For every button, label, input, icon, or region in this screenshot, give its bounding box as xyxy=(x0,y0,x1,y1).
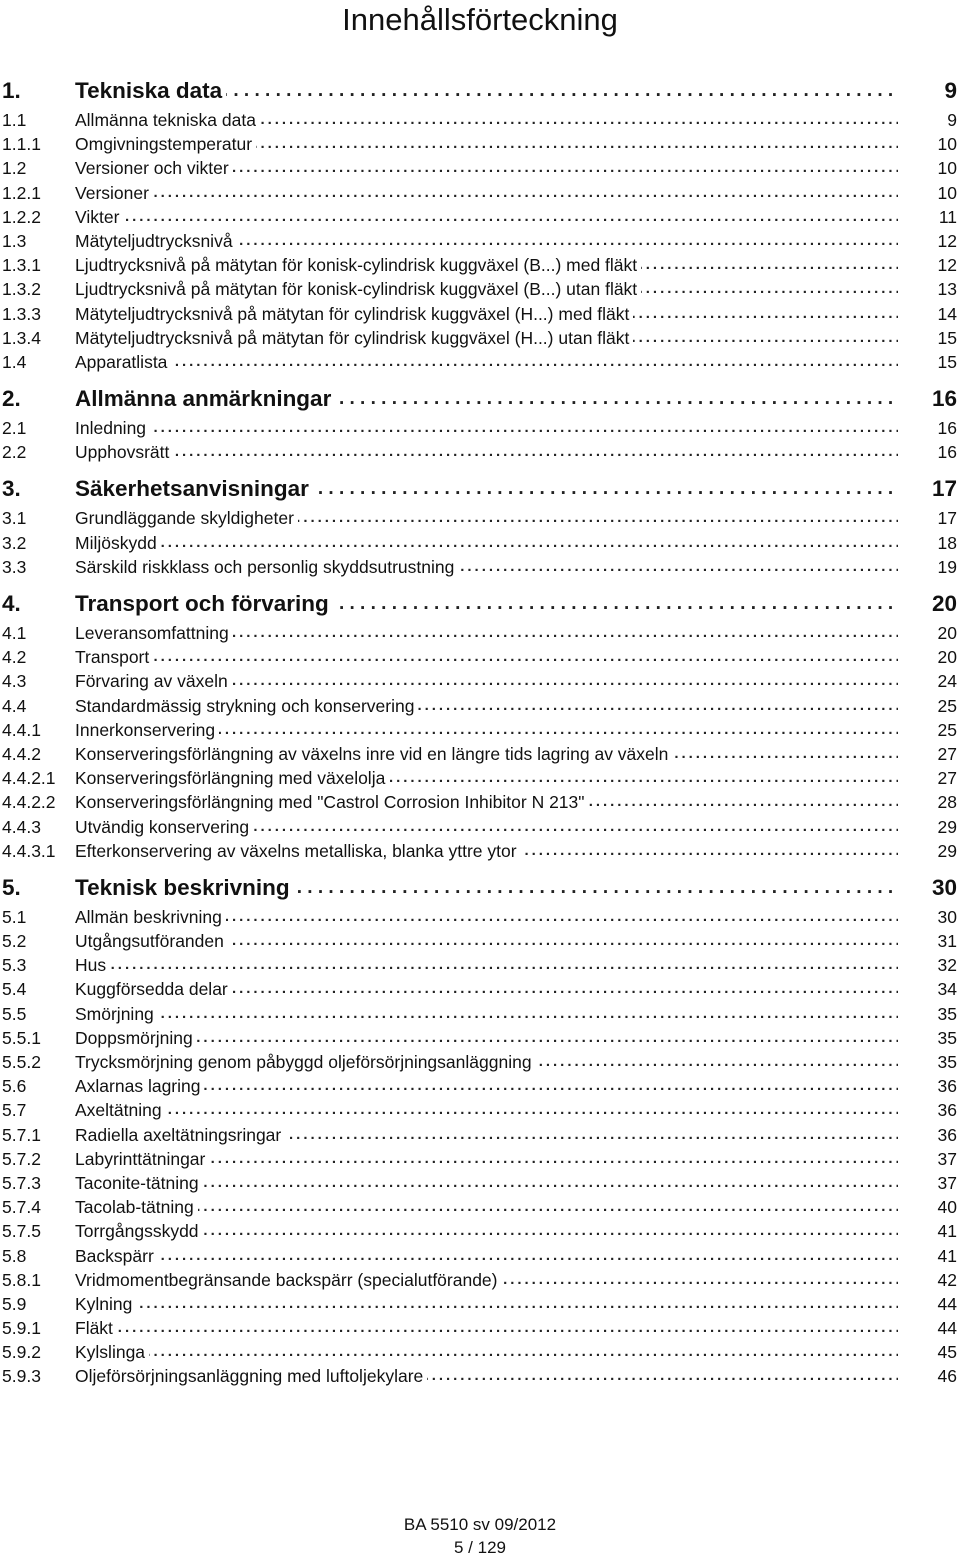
toc-title: Axeltätning xyxy=(75,1100,166,1120)
toc-title-leader xyxy=(75,718,898,742)
toc-page-number: 17 xyxy=(931,476,957,502)
toc-number: 1.2.2 xyxy=(2,206,41,227)
toc-chapter[interactable] xyxy=(0,382,960,416)
toc-entry[interactable] xyxy=(0,621,960,645)
toc-title: Trycksmörjning genom påbyggd oljeförsörjningsanläggning xyxy=(75,1052,536,1072)
toc-number: 5.9.1 xyxy=(2,1318,41,1339)
toc-title-leader xyxy=(75,132,898,156)
toc-title-leader xyxy=(75,472,898,506)
toc-entry[interactable] xyxy=(0,790,960,814)
toc-entry[interactable] xyxy=(0,156,960,180)
toc-title: Labyrinttätningar xyxy=(75,1149,209,1169)
toc-page-number: 20 xyxy=(937,623,957,643)
toc-number: 3.2 xyxy=(2,532,27,553)
toc-number: 4.4.2 xyxy=(2,743,41,764)
toc-title: Smörjning xyxy=(75,1004,158,1024)
toc-number: 4.3 xyxy=(2,671,27,692)
toc-page-number: 31 xyxy=(937,931,957,952)
toc-title-leader xyxy=(75,977,898,1001)
toc-entry[interactable] xyxy=(0,645,960,669)
toc-chapter[interactable] xyxy=(0,587,960,621)
toc-title-leader xyxy=(75,694,898,718)
toc-number: 1.2.1 xyxy=(2,182,41,203)
toc-title: Axlarnas lagring xyxy=(75,1076,204,1096)
toc-title: Doppsmörjning xyxy=(75,1028,197,1048)
toc-number: 5. xyxy=(2,874,21,900)
toc-title: Vridmomentbegränsande backspärr (specialutförande) xyxy=(75,1270,502,1290)
toc-title: Versioner xyxy=(75,183,153,203)
toc-entry[interactable] xyxy=(0,953,960,977)
toc-entry[interactable] xyxy=(0,440,960,464)
toc-entry[interactable] xyxy=(0,531,960,555)
toc-title-leader xyxy=(75,555,898,579)
toc-entry[interactable] xyxy=(0,905,960,929)
toc-page-number: 10 xyxy=(937,158,957,179)
toc-title: Allmänna tekniska data xyxy=(75,110,260,130)
toc-title-leader xyxy=(75,74,898,108)
toc-page-number: 16 xyxy=(931,386,957,412)
toc-title-leader xyxy=(75,1098,898,1122)
toc-title: Grundläggande skyldigheter xyxy=(75,508,298,528)
toc-title-leader xyxy=(75,440,898,464)
toc-title: Fläkt xyxy=(75,1318,117,1338)
toc-page-number: 35 xyxy=(937,1027,957,1048)
toc-number: 3. xyxy=(2,476,21,502)
toc-page-number: 44 xyxy=(937,1293,957,1314)
toc-title: Transport och förvaring xyxy=(75,591,333,616)
toc-entry[interactable] xyxy=(0,1340,960,1364)
toc-number: 3.3 xyxy=(2,556,27,577)
toc-title-leader xyxy=(75,108,898,132)
toc-title-leader xyxy=(75,815,898,839)
toc-entry[interactable] xyxy=(0,815,960,839)
toc-title-leader xyxy=(75,506,898,530)
toc-entry[interactable] xyxy=(0,929,960,953)
toc-entry[interactable] xyxy=(0,1123,960,1147)
toc-page-number: 10 xyxy=(937,182,957,203)
toc-title-leader xyxy=(75,621,898,645)
toc-number: 5.8 xyxy=(2,1245,27,1266)
toc-number: 5.7.5 xyxy=(2,1221,41,1242)
toc-title-leader xyxy=(75,929,898,953)
toc-number: 2.1 xyxy=(2,418,27,439)
toc-number: 3.1 xyxy=(2,508,27,529)
toc-title-leader xyxy=(75,531,898,555)
toc-number: 5.8.1 xyxy=(2,1269,41,1290)
toc-number: 4.2 xyxy=(2,647,27,668)
toc-entry[interactable] xyxy=(0,277,960,301)
toc-page-number: 41 xyxy=(937,1245,957,1266)
toc-title-leader xyxy=(75,1292,898,1316)
toc-entry[interactable] xyxy=(0,1195,960,1219)
toc-entry[interactable] xyxy=(0,694,960,718)
toc-entry[interactable] xyxy=(0,718,960,742)
toc-page-number: 35 xyxy=(937,1003,957,1024)
toc-page-number: 15 xyxy=(937,351,957,372)
toc-page-number: 27 xyxy=(937,743,957,764)
toc-title-leader xyxy=(75,326,898,350)
toc-page-number: 27 xyxy=(937,768,957,789)
toc-title-leader xyxy=(75,742,898,766)
toc-page-number: 46 xyxy=(937,1366,957,1387)
toc-title: Utvändig konservering xyxy=(75,817,253,837)
toc-title: Särskild riskklass och personlig skyddsutrustning xyxy=(75,557,458,577)
toc-entry[interactable] xyxy=(0,506,960,530)
page-title: Innehållsförteckning xyxy=(342,2,618,37)
toc-page-number: 13 xyxy=(937,279,957,300)
toc-page-number: 9 xyxy=(944,78,957,103)
toc-page-number: 28 xyxy=(937,792,957,813)
toc-entry[interactable] xyxy=(0,1074,960,1098)
toc-title: Standardmässig strykning och konservering xyxy=(75,696,418,716)
toc-number: 1.4 xyxy=(2,351,27,372)
toc-number: 5.9 xyxy=(2,1293,27,1314)
toc-chapter[interactable] xyxy=(0,871,960,905)
toc-number: 1.3.4 xyxy=(2,327,41,348)
toc-number: 4.1 xyxy=(2,623,27,643)
toc-page-number: 30 xyxy=(931,874,957,900)
toc-title-leader xyxy=(75,1364,898,1388)
toc-number: 5.1 xyxy=(2,906,27,927)
toc-page-number: 25 xyxy=(937,695,957,716)
toc-chapter[interactable] xyxy=(0,74,960,108)
toc-entry[interactable] xyxy=(0,977,960,1001)
toc-page-number: 16 xyxy=(937,442,957,463)
toc-page-number: 34 xyxy=(937,979,957,1000)
toc-number: 1.3 xyxy=(2,230,27,251)
toc-title: Kylning xyxy=(75,1294,136,1314)
page-indicator: 5 / 129 xyxy=(454,1538,506,1557)
toc-title: Miljöskydd xyxy=(75,533,161,553)
toc-title: Leveransomfattning xyxy=(75,623,233,643)
toc-entry[interactable] xyxy=(0,1147,960,1171)
toc-number: 5.3 xyxy=(2,955,27,976)
toc-title-leader xyxy=(75,871,898,905)
toc-title-leader xyxy=(75,382,898,416)
toc-title: Apparatlista xyxy=(75,352,171,372)
toc-title: Versioner och vikter xyxy=(75,158,233,178)
toc-title-leader xyxy=(75,1123,898,1147)
toc-number: 2. xyxy=(2,386,21,412)
toc-title-leader xyxy=(75,669,898,693)
toc-page-number: 25 xyxy=(937,719,957,740)
toc-page-number: 9 xyxy=(947,110,957,130)
toc-title: Upphovsrätt xyxy=(75,442,173,462)
toc-number: 4.4.3.1 xyxy=(2,840,56,861)
toc-title: Förvaring av växeln xyxy=(75,671,232,691)
toc-title-leader xyxy=(75,229,898,253)
toc-page-number: 10 xyxy=(937,134,957,155)
toc-page-number: 42 xyxy=(937,1269,957,1290)
toc-number: 4. xyxy=(2,591,21,616)
toc-page-number: 15 xyxy=(937,327,957,348)
toc-number: 1. xyxy=(2,78,21,103)
toc-title-leader xyxy=(75,416,898,440)
toc-page-number: 37 xyxy=(937,1148,957,1169)
toc-title-leader xyxy=(75,181,898,205)
toc-number: 4.4.3 xyxy=(2,816,41,837)
document-id: BA 5510 sv 09/2012 xyxy=(403,1515,557,1534)
toc-title-leader xyxy=(75,1171,898,1195)
toc-title: Innerkonservering xyxy=(75,720,219,740)
toc-title-leader xyxy=(75,302,898,326)
toc-title: Omgivningstemperatur xyxy=(75,134,256,154)
toc-number: 1.2 xyxy=(2,158,27,179)
toc-title: Utgångsutföranden xyxy=(75,931,228,951)
toc-page-number: 17 xyxy=(937,508,957,529)
toc-page-number: 41 xyxy=(937,1221,957,1242)
toc-entry[interactable] xyxy=(0,1050,960,1074)
toc-title: Konserveringsförlängning med växelolja xyxy=(75,768,389,788)
toc-number: 5.6 xyxy=(2,1076,27,1097)
toc-page-number: 36 xyxy=(937,1076,957,1097)
toc-title-leader xyxy=(75,839,898,863)
toc-title-leader xyxy=(75,350,898,374)
toc-page-number: 20 xyxy=(931,591,957,616)
toc-page-number: 36 xyxy=(937,1124,957,1145)
toc-title-leader xyxy=(75,1147,898,1171)
toc-page-number: 30 xyxy=(937,906,957,927)
toc-page-number: 45 xyxy=(937,1342,957,1363)
toc-title-leader xyxy=(75,587,898,621)
toc-page-number: 40 xyxy=(937,1197,957,1218)
toc-page-number: 16 xyxy=(937,418,957,439)
toc-entry[interactable] xyxy=(0,555,960,579)
toc-number: 5.7.4 xyxy=(2,1197,41,1218)
toc-entry[interactable] xyxy=(0,1171,960,1195)
toc-title: Tekniska data xyxy=(75,78,226,103)
toc-entry[interactable] xyxy=(0,669,960,693)
toc-page-number: 44 xyxy=(937,1318,957,1339)
toc-number: 1.3.2 xyxy=(2,279,41,300)
toc-title-leader xyxy=(75,205,898,229)
toc-entry[interactable] xyxy=(0,1026,960,1050)
toc-title-leader xyxy=(75,645,898,669)
toc-number: 5.7.2 xyxy=(2,1148,41,1169)
toc-entry[interactable] xyxy=(0,253,960,277)
toc-entry[interactable] xyxy=(0,205,960,229)
toc-title-leader xyxy=(75,905,898,929)
toc-number: 5.2 xyxy=(2,931,27,952)
toc-number: 5.9.2 xyxy=(2,1342,41,1363)
toc-page-number: 35 xyxy=(937,1052,957,1072)
toc-title: Taconite-tätning xyxy=(75,1173,203,1193)
toc-title: Tacolab-tätning xyxy=(75,1197,198,1217)
toc-title-leader xyxy=(75,1026,898,1050)
toc-entry[interactable] xyxy=(0,181,960,205)
toc-page-number: 14 xyxy=(937,303,957,324)
toc-title: Teknisk beskrivning xyxy=(75,875,294,900)
toc-entry[interactable] xyxy=(0,1364,960,1388)
toc-title-leader xyxy=(75,766,898,790)
toc-page-number: 29 xyxy=(937,840,957,861)
toc-title: Allmänna anmärkningar xyxy=(75,386,335,411)
toc-title-leader xyxy=(75,253,898,277)
toc-number: 5.7 xyxy=(2,1100,27,1121)
toc-page-number: 19 xyxy=(937,556,957,577)
toc-title-leader xyxy=(75,1074,898,1098)
toc-entry[interactable] xyxy=(0,1219,960,1243)
toc-entry[interactable] xyxy=(0,416,960,440)
toc-entry[interactable] xyxy=(0,1002,960,1026)
toc-title: Hus xyxy=(75,955,110,975)
table-of-contents xyxy=(0,74,960,1389)
toc-number: 4.4.1 xyxy=(2,719,41,740)
toc-number: 5.5.1 xyxy=(2,1027,41,1048)
toc-entry[interactable] xyxy=(0,839,960,863)
toc-number: 2.2 xyxy=(2,442,27,463)
toc-title-leader xyxy=(75,1340,898,1364)
toc-entry[interactable] xyxy=(0,1098,960,1122)
toc-entry[interactable] xyxy=(0,302,960,326)
toc-title-leader xyxy=(75,156,898,180)
toc-page-number: 11 xyxy=(938,206,957,227)
toc-chapter[interactable] xyxy=(0,472,960,506)
toc-title-leader xyxy=(75,1244,898,1268)
toc-page-number: 29 xyxy=(937,816,957,837)
toc-page-number: 20 xyxy=(937,647,957,668)
toc-title: Efterkonservering av växelns metalliska, blanka yttre ytor xyxy=(75,841,521,861)
toc-entry[interactable] xyxy=(0,108,960,132)
toc-page-number: 24 xyxy=(937,671,957,692)
toc-title-leader xyxy=(75,1219,898,1243)
toc-number: 5.9.3 xyxy=(2,1366,41,1387)
toc-title: Vikter xyxy=(75,207,123,227)
toc-page-number: 36 xyxy=(937,1100,957,1121)
toc-page-number: 18 xyxy=(937,532,957,553)
toc-entry[interactable] xyxy=(0,1292,960,1316)
toc-page-number: 32 xyxy=(937,955,957,976)
toc-number: 5.4 xyxy=(2,979,27,1000)
toc-title: Kuggförsedda delar xyxy=(75,979,232,999)
toc-title-leader xyxy=(75,1050,898,1074)
toc-title: Transport xyxy=(75,647,153,667)
toc-title-leader xyxy=(75,1316,898,1340)
toc-number: 5.5.2 xyxy=(2,1052,41,1072)
toc-entry[interactable] xyxy=(0,742,960,766)
toc-title: Säkerhetsanvisningar xyxy=(75,476,313,501)
toc-title-leader xyxy=(75,790,898,814)
toc-number: 5.7.3 xyxy=(2,1172,41,1193)
toc-number: 4.4.2.2 xyxy=(2,792,56,813)
toc-title: Mätyteljudtrycksnivå xyxy=(75,231,237,251)
toc-title: Konserveringsförlängning av växelns inre vid en längre tids lagring av växeln xyxy=(75,744,672,764)
toc-title: Mätyteljudtrycksnivå på mätytan för cylindrisk kuggväxel (H...) med fläkt xyxy=(75,304,633,324)
toc-title: Radiella axeltätningsringar xyxy=(75,1125,285,1145)
toc-page-number: 12 xyxy=(937,255,957,276)
toc-title-leader xyxy=(75,1195,898,1219)
toc-title: Allmän beskrivning xyxy=(75,907,226,927)
toc-entry[interactable] xyxy=(0,1244,960,1268)
toc-number: 4.4.2.1 xyxy=(2,768,56,789)
toc-number: 1.1 xyxy=(2,110,27,130)
toc-number: 1.3.3 xyxy=(2,303,41,324)
toc-entry[interactable] xyxy=(0,132,960,156)
toc-title: Mätyteljudtrycksnivå på mätytan för cylindrisk kuggväxel (H...) utan fläkt xyxy=(75,328,633,348)
toc-title-leader xyxy=(75,277,898,301)
toc-title: Konserveringsförlängning med "Castrol Corrosion Inhibitor N 213" xyxy=(75,792,588,812)
toc-entry[interactable] xyxy=(0,1268,960,1292)
toc-title: Ljudtrycksnivå på mätytan för konisk-cylindrisk kuggväxel (B...) utan fläkt xyxy=(75,279,641,299)
toc-title: Ljudtrycksnivå på mätytan för konisk-cylindrisk kuggväxel (B...) med fläkt xyxy=(75,255,641,275)
toc-number: 4.4 xyxy=(2,695,27,716)
toc-title: Oljeförsörjningsanläggning med luftoljekylare xyxy=(75,1366,427,1386)
toc-entry[interactable] xyxy=(0,350,960,374)
toc-title: Torrgångsskydd xyxy=(75,1221,203,1241)
toc-entry[interactable] xyxy=(0,766,960,790)
toc-title: Kylslinga xyxy=(75,1342,149,1362)
toc-title-leader xyxy=(75,1002,898,1026)
toc-number: 1.1.1 xyxy=(2,134,41,155)
toc-entry[interactable] xyxy=(0,1316,960,1340)
toc-title: Backspärr xyxy=(75,1246,158,1266)
toc-title-leader xyxy=(75,953,898,977)
toc-page-number: 12 xyxy=(937,230,957,251)
toc-number: 5.5 xyxy=(2,1003,27,1024)
toc-entry[interactable] xyxy=(0,229,960,253)
toc-page-number: 37 xyxy=(937,1172,957,1193)
toc-number: 1.3.1 xyxy=(2,255,41,276)
toc-number: 5.7.1 xyxy=(2,1124,41,1145)
toc-title: Inledning xyxy=(75,418,150,438)
toc-title-leader xyxy=(75,1268,898,1292)
toc-entry[interactable] xyxy=(0,326,960,350)
